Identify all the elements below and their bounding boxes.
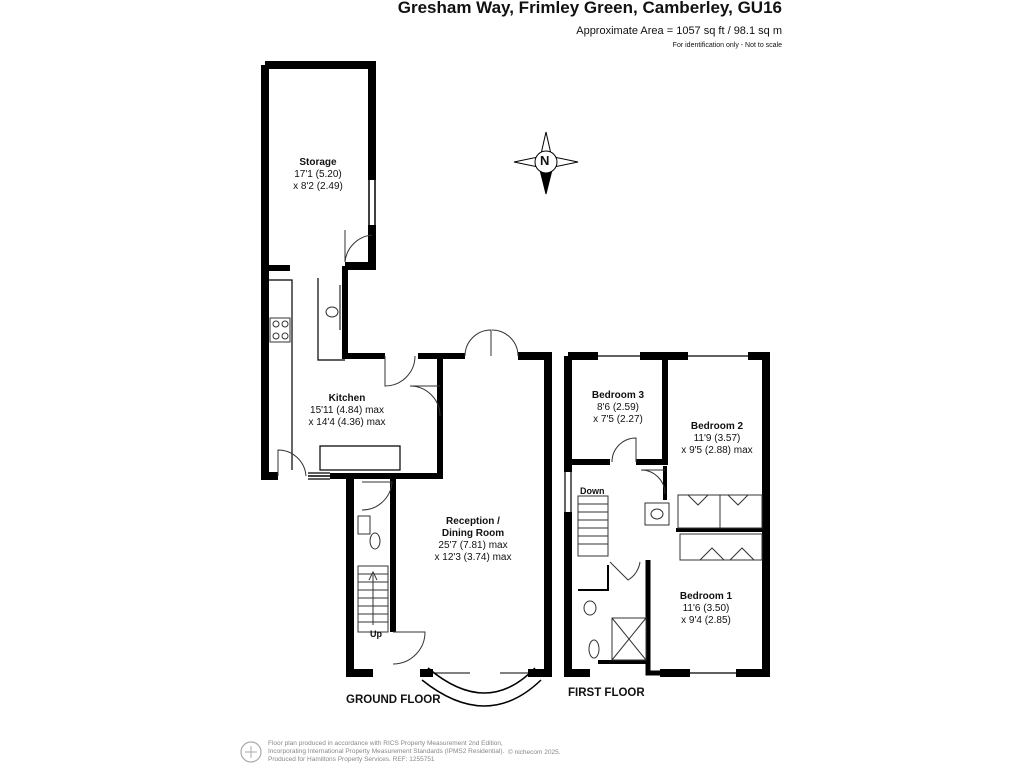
bedroom1-room-label bbox=[680, 591, 732, 627]
first-floor-fixtures bbox=[578, 438, 762, 660]
kitchen-name: Kitchen bbox=[328, 393, 366, 404]
kitchen-dim2: x 14'4 (4.36) max bbox=[308, 417, 386, 428]
reception-room-label bbox=[435, 516, 512, 564]
reception-name2: Dining Room bbox=[441, 528, 505, 539]
reception-dim1: 25'7 (7.81) max bbox=[438, 540, 508, 551]
footer-notes bbox=[268, 740, 504, 764]
bedroom2-name: Bedroom 2 bbox=[690, 421, 744, 432]
bedroom1-dim1: 11'6 (3.50) bbox=[682, 603, 730, 614]
footer-line-3: Produced for Hamiltons Property Services. REF: 1255751 bbox=[268, 756, 435, 763]
identification-note: For identification only - Not to scale bbox=[672, 42, 782, 49]
bedroom3-dim2: x 7'5 (2.27) bbox=[593, 414, 643, 425]
bedroom2-room-label bbox=[681, 421, 752, 457]
storage-name: Storage bbox=[299, 157, 337, 168]
reception-name1: Reception / bbox=[446, 516, 500, 527]
bedroom3-dim1: 8'6 (2.59) bbox=[597, 402, 639, 413]
copyright-text: © nichecom 2025. bbox=[508, 749, 561, 756]
bedroom1-name: Bedroom 1 bbox=[679, 591, 733, 602]
approximate-area: Approximate Area = 1057 sq ft / 98.1 sq m bbox=[576, 25, 782, 37]
ground-floor-label: GROUND FLOOR bbox=[346, 694, 441, 706]
bedroom3-name: Bedroom 3 bbox=[591, 390, 645, 401]
compass-north-letter: N bbox=[540, 153, 550, 168]
kitchen-room-label bbox=[309, 393, 386, 429]
footer-line-1: Floor plan produced in accordance with RICS Property Measurement 2nd Edition, bbox=[268, 740, 503, 747]
storage-room-label bbox=[293, 157, 343, 193]
reception-dim2: x 12'3 (3.74) max bbox=[434, 552, 512, 563]
kitchen-dim1: 15'11 (4.84) max bbox=[310, 405, 384, 416]
first-floor-label: FIRST FLOOR bbox=[568, 687, 645, 699]
bedroom2-dim2: x 9'5 (2.88) max bbox=[681, 445, 753, 456]
stairs-up-label: Up bbox=[370, 629, 382, 639]
bedroom3-room-label bbox=[592, 390, 644, 426]
property-title: Gresham Way, Frimley Green, Camberley, GU16 bbox=[397, 0, 782, 17]
stairs-down-label: Down bbox=[580, 486, 605, 496]
ipms-logo-mark bbox=[241, 742, 261, 762]
bedroom1-dim2: x 9'4 (2.85) bbox=[681, 615, 731, 626]
storage-dim1: 17'1 (5.20) bbox=[294, 169, 342, 180]
storage-dim2: x 8'2 (2.49) bbox=[293, 181, 343, 192]
footer-line-2: Incorporating International Property Measurement Standards (IPMS2 Residential). bbox=[268, 748, 505, 755]
bedroom2-dim1: 11'9 (3.57) bbox=[693, 433, 741, 444]
